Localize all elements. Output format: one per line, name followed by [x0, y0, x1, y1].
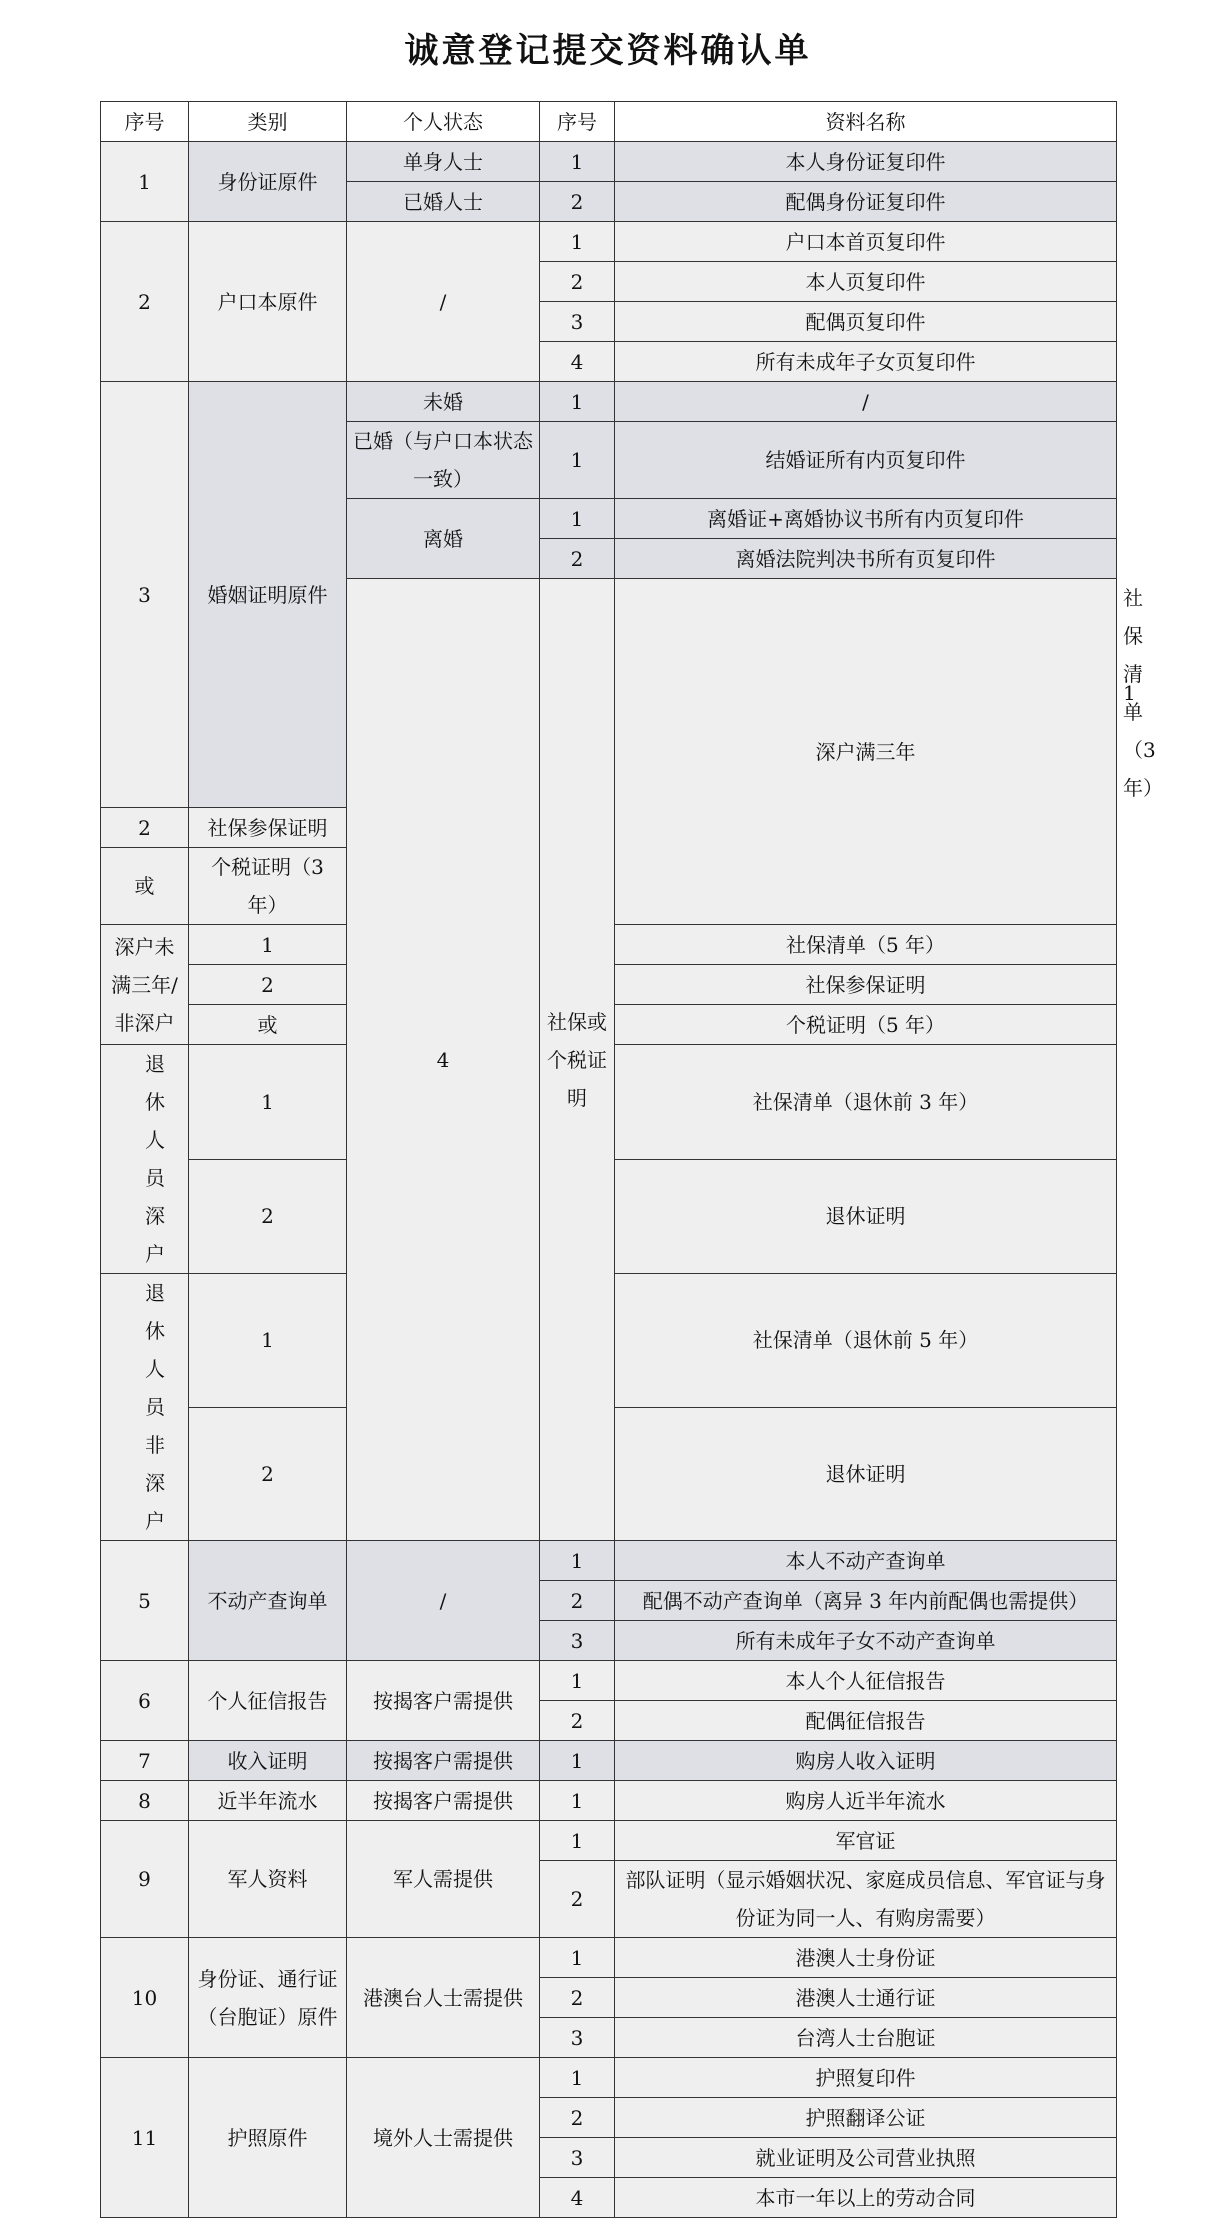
item-name: 本人身份证复印件: [615, 142, 1117, 182]
item-seq: 1: [540, 499, 615, 539]
page-title: 诚意登记提交资料确认单: [404, 31, 812, 71]
item-seq: 2: [540, 182, 615, 222]
item-name: 离婚证+离婚协议书所有内页复印件: [615, 499, 1117, 539]
table-row: [101, 1661, 1117, 1701]
item-seq: 2: [540, 1861, 615, 1938]
table-row: [101, 1541, 1117, 1581]
status-label: 港澳台人士需提供: [347, 1938, 540, 2058]
group-number: 3: [101, 382, 189, 808]
item-seq: 4: [540, 2178, 615, 2218]
group-category: 社保或个税证明: [540, 579, 615, 1541]
table-row: [101, 1938, 1117, 1978]
group-category: 军人资料: [189, 1821, 347, 1938]
item-name: 社保清单（退休前 3 年）: [615, 1045, 1117, 1160]
item-seq: 1: [540, 222, 615, 262]
item-seq: 3: [540, 2138, 615, 2178]
item-seq: 2: [189, 1159, 347, 1274]
item-seq: 1: [540, 422, 615, 499]
group-number: 9: [101, 1821, 189, 1938]
item-seq: 3: [540, 2018, 615, 2058]
item-name: 个税证明（5 年）: [615, 1005, 1117, 1045]
item-name: 配偶征信报告: [615, 1701, 1117, 1741]
status-label: 已婚（与户口本状态一致）: [347, 422, 540, 499]
item-seq: 2: [540, 1581, 615, 1621]
item-name: 个税证明（3 年）: [189, 848, 347, 925]
header-category: 类别: [189, 102, 347, 142]
item-seq: 2: [189, 1407, 347, 1541]
item-seq: 1: [189, 925, 347, 965]
status-label: 离婚: [347, 499, 540, 579]
item-seq: 2: [540, 539, 615, 579]
item-seq: 1: [540, 1661, 615, 1701]
group-category: 收入证明: [189, 1741, 347, 1781]
item-name: 配偶不动产查询单（离异 3 年内前配偶也需提供）: [615, 1581, 1117, 1621]
group-number: 2: [101, 222, 189, 382]
item-name: 港澳人士通行证: [615, 1978, 1117, 2018]
item-seq: 1: [540, 142, 615, 182]
item-seq: 1: [189, 1274, 347, 1408]
item-name: 本人页复印件: [615, 262, 1117, 302]
group-category: 护照原件: [189, 2058, 347, 2218]
status-label: 未婚: [347, 382, 540, 422]
item-seq: 3: [540, 1621, 615, 1661]
item-seq: 3: [540, 302, 615, 342]
group-number: 4: [347, 579, 540, 1541]
status-label: 深户满三年: [615, 579, 1117, 925]
item-name: 结婚证所有内页复印件: [615, 422, 1117, 499]
item-name: /: [615, 382, 1117, 422]
table-row: [101, 1781, 1117, 1821]
group-number: 8: [101, 1781, 189, 1821]
group-number: 6: [101, 1661, 189, 1741]
item-name: 购房人近半年流水: [615, 1781, 1117, 1821]
item-name: 社保清单（5 年）: [615, 925, 1117, 965]
status-label: /: [347, 222, 540, 382]
header-seq: 序号: [101, 102, 189, 142]
item-name: 购房人收入证明: [615, 1741, 1117, 1781]
item-name: 退休证明: [615, 1159, 1117, 1274]
item-seq: 4: [540, 342, 615, 382]
group-category: 个人征信报告: [189, 1661, 347, 1741]
item-seq: 1: [540, 1781, 615, 1821]
item-name: 户口本首页复印件: [615, 222, 1117, 262]
table-row: [101, 1821, 1117, 1861]
header-materials: 资料名称: [615, 102, 1117, 142]
group-number: 5: [101, 1541, 189, 1661]
item-seq: 2: [189, 965, 347, 1005]
item-name: 配偶身份证复印件: [615, 182, 1117, 222]
item-name: 离婚法院判决书所有页复印件: [615, 539, 1117, 579]
materials-table: [100, 101, 1163, 2218]
item-seq: 2: [101, 808, 189, 848]
group-category: 身份证、通行证（台胞证）原件: [189, 1938, 347, 2058]
table-row: [101, 142, 1117, 182]
table-row: [101, 1741, 1117, 1781]
group-category: 身份证原件: [189, 142, 347, 222]
table-row: [101, 222, 1117, 262]
item-name: 本人不动产查询单: [615, 1541, 1117, 1581]
item-name: 社保清单（退休前 5 年）: [615, 1274, 1117, 1408]
item-name: 港澳人士身份证: [615, 1938, 1117, 1978]
item-name: 退休证明: [615, 1407, 1117, 1541]
item-seq: 1: [540, 1741, 615, 1781]
item-seq: 1: [540, 1541, 615, 1581]
header-sub-seq: 序号: [540, 102, 615, 142]
item-name: 军官证: [615, 1821, 1117, 1861]
item-name: 社保参保证明: [189, 808, 347, 848]
table-row: [101, 2058, 1117, 2098]
table-row: 4 社保或个税证明 深户满三年 1 社保清单（3 年）: [101, 579, 1117, 808]
status-label: 退休人员非深户: [101, 1274, 189, 1541]
group-number: 1: [101, 142, 189, 222]
group-number: 10: [101, 1938, 189, 2058]
item-seq: 2: [540, 1701, 615, 1741]
status-label: 军人需提供: [347, 1821, 540, 1938]
status-label: 按揭客户需提供: [347, 1781, 540, 1821]
item-seq: 1: [540, 1821, 615, 1861]
item-seq: 或: [189, 1005, 347, 1045]
item-name: 配偶页复印件: [615, 302, 1117, 342]
item-name: 所有未成年子女不动产查询单: [615, 1621, 1117, 1661]
item-seq: 1: [540, 2058, 615, 2098]
item-seq: 1: [540, 382, 615, 422]
group-category: 户口本原件: [189, 222, 347, 382]
status-label: 已婚人士: [347, 182, 540, 222]
table-header-row: [101, 102, 1117, 142]
item-seq: 或: [101, 848, 189, 925]
item-seq: 2: [540, 1978, 615, 2018]
status-label: 深户未满三年/非深户: [101, 925, 189, 1045]
header-status: 个人状态: [347, 102, 540, 142]
table-row: [101, 382, 1117, 422]
status-label: 境外人士需提供: [347, 2058, 540, 2218]
status-label: 单身人士: [347, 142, 540, 182]
item-name: 护照复印件: [615, 2058, 1117, 2098]
item-name: 社保参保证明: [615, 965, 1117, 1005]
item-seq: 1: [189, 1045, 347, 1160]
status-label: /: [347, 1541, 540, 1661]
item-name: 就业证明及公司营业执照: [615, 2138, 1117, 2178]
group-category: 近半年流水: [189, 1781, 347, 1821]
item-seq: 1: [540, 1938, 615, 1978]
item-name: 本市一年以上的劳动合同: [615, 2178, 1117, 2218]
status-label: 按揭客户需提供: [347, 1661, 540, 1741]
item-name: 护照翻译公证: [615, 2098, 1117, 2138]
item-seq: 2: [540, 262, 615, 302]
item-name: 台湾人士台胞证: [615, 2018, 1117, 2058]
group-category: 不动产查询单: [189, 1541, 347, 1661]
item-name: 所有未成年子女页复印件: [615, 342, 1117, 382]
item-seq: 2: [540, 2098, 615, 2138]
item-name: 本人个人征信报告: [615, 1661, 1117, 1701]
group-number: 7: [101, 1741, 189, 1781]
item-name: 部队证明（显示婚姻状况、家庭成员信息、军官证与身份证为同一人、有购房需要）: [615, 1861, 1117, 1938]
status-label: 按揭客户需提供: [347, 1741, 540, 1781]
group-category: 婚姻证明原件: [189, 382, 347, 808]
status-label: 退休人员深户: [101, 1045, 189, 1274]
group-number: 11: [101, 2058, 189, 2218]
